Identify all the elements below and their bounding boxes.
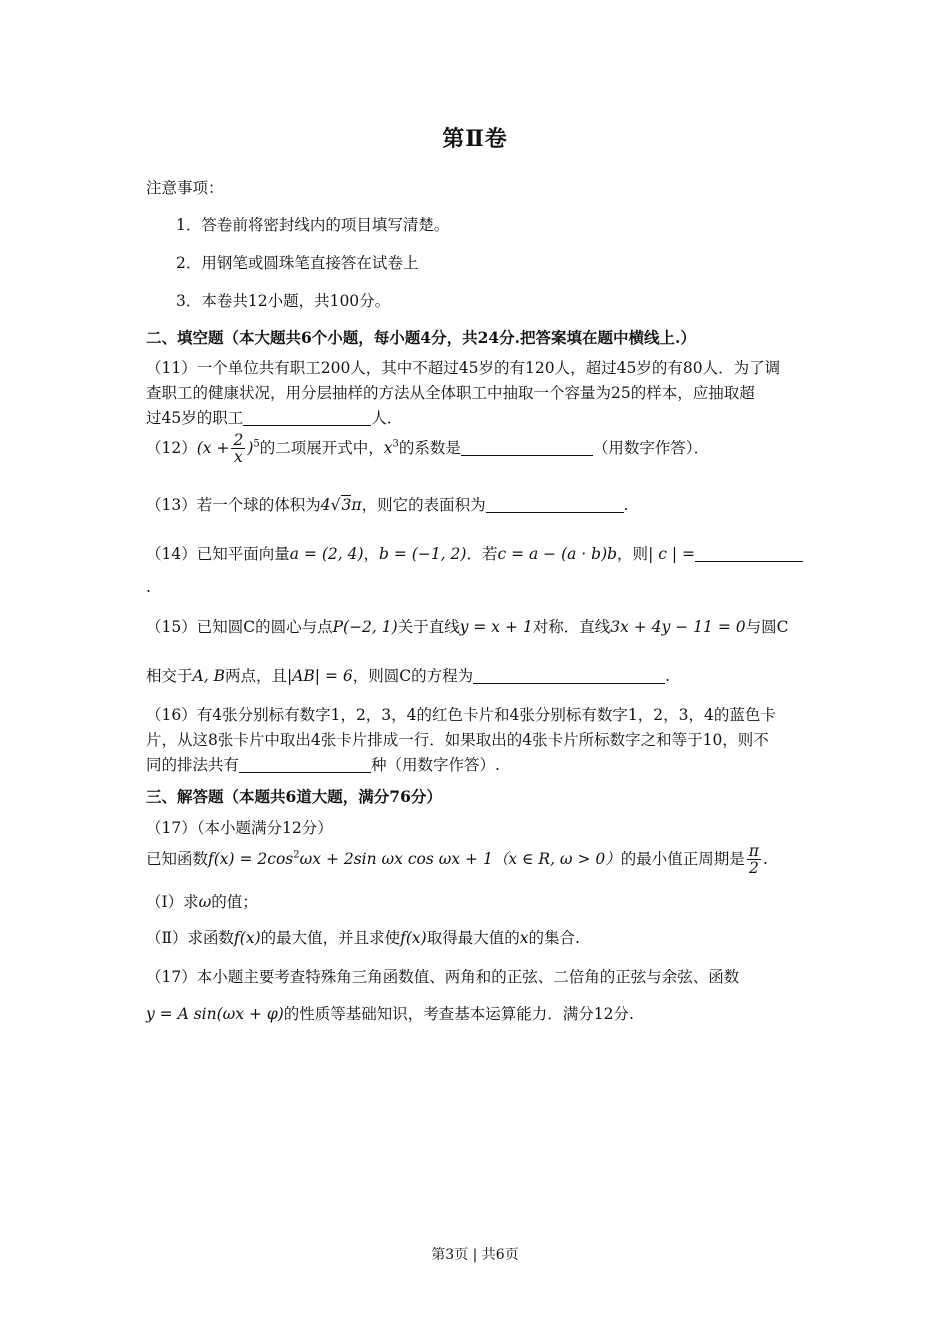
q14-text-1: （14）已知平面向量 [146,545,290,563]
q17-statement [146,843,811,877]
q17-text-2: 的最小值正周期是 [620,849,745,868]
q14-comma: ， [363,545,380,563]
q12-exponent: 5 [253,438,260,450]
q14-answer-blank[interactable] [695,545,803,562]
q16-answer-blank[interactable] [239,756,371,773]
q15-abs-ab: |AB| = 6 [286,667,353,685]
q17-part-2 [146,926,811,948]
q15-text-8: . [665,667,671,685]
q11-unit: 人． [371,409,403,427]
q13-line: （13）若一个球的体积为4√3π，则它的表面积为 . [146,496,629,514]
q12-line [146,432,811,466]
q17-fraction-num: π [748,842,759,860]
q15-text-4: 与圆C [745,618,789,636]
q17-note-line-1: （17）本小题主要考查特殊角三角函数值、两角和的正弦、二倍角的正弦与余弦、函数 [146,968,740,986]
q11-line-2: 查职工的健康状况，用分层抽样的方法从全体职工中抽取一个容量为25的样本，应抽取超 [146,384,755,402]
q13-radicand: 3 [341,496,352,514]
q17-p1-text-a: （Ⅰ）求 [146,893,199,911]
q12-fraction-den: x [234,448,243,467]
q16-line-1: （16）有4张分别标有数字1，2，3，4的红色卡片和4张分别标有数字1，2，3，4的蓝色卡 [146,706,776,724]
q17-func-rest: ωx + 2sin ωx cos ωx + 1 [299,849,493,868]
q15-text-2: 关于直线 [397,618,460,636]
q17-note-text: 的性质等基础知识，考查基本运算能力．满分12分. [283,1005,634,1023]
q17-fx-2: f(x) [400,929,427,947]
q15-line-1 [146,615,811,637]
q12-answer-blank[interactable] [461,439,593,456]
q17-period-fraction [747,843,761,877]
q15-line2-eq: 3x + 4y − 11 = 0 [610,618,746,636]
page-footer: 第3页 | 共6页 [431,1247,519,1263]
q13-text-2: ，则它的表面积为 [361,496,486,514]
q14-vector-a: a = (2, 4) [289,545,364,563]
q17-p2-text-d: 的集合. [528,929,580,947]
q17-fraction-den: 2 [748,859,759,878]
q15-line-2 [146,664,811,686]
q17-dot: . [762,849,768,868]
section2-heading: 二、填空题（本大题共6个小题，每小题4分，共24分.把答案填在题中横线上.） [146,328,696,347]
q13-pi: π [351,496,362,514]
q12-label: （12） [146,438,197,457]
q17-text-1: 已知函数 [146,849,209,868]
q14-text-2: ．若 [466,545,498,563]
notice-item-1: 1．答卷前将密封线内的项目填写清楚。 [176,216,450,234]
q13-answer-blank[interactable] [486,496,624,513]
q11-text: 过45岁的职工 [146,409,244,427]
q12-expr-open: (x + [196,438,230,457]
q17-part-1 [146,890,811,912]
q17-p2-text-c: 取得最大值的 [426,929,520,947]
q16-line-2: 片，从这8张卡片中取出4张卡片排成一行．如果取出的4张卡片所标数字之和等于10，则不 [146,731,769,749]
q17-cos-exponent: 2 [293,849,300,861]
q13-coef: 4 [320,496,331,514]
q17-x: x [519,929,529,947]
q17-note-expr: y = A sin(ωx + φ) [146,1005,284,1023]
section3-heading: 三、解答题（本题共6道大题，满分76分） [146,787,442,806]
q13-text-3: . [623,496,629,514]
q17-label: （17）（本小题满分12分） [146,819,333,837]
q11-answer-blank[interactable] [243,409,371,426]
q15-text-1: （15）已知圆C的圆心与点 [146,618,333,636]
notice-heading: 注意事项： [146,179,224,197]
q12-x: x [383,438,393,457]
notice-item-3: 3．本卷共12小题，共100分。 [176,292,391,310]
q15-points-ab: A, B [192,667,225,685]
notice-item-2: 2．用钢笔或圆珠笔直接答在试卷上 [176,254,419,272]
q16-text: 同的排法共有 [146,756,240,774]
q17-omega: ω [198,893,212,911]
q16-line-3 [146,753,811,775]
q17-fx: f(x) [234,929,261,947]
q15-text-6: 两点，且 [224,667,287,685]
q17-p2-text-b: 的最大值，并且求使 [260,929,401,947]
q14-line [146,542,811,564]
q12-text-2: 的系数是 [398,438,461,457]
q17-note-line-2 [146,1002,811,1024]
q15-answer-blank[interactable] [473,667,665,684]
q11-line-3 [146,406,811,428]
q11-line-1: （11）一个单位共有职工200人，其中不超过45岁的有120人，超过45岁的有80人．为了调 [146,359,781,377]
q12-text-3: （用数字作答）． [592,438,710,457]
q14-trailing-dot: . [146,578,151,596]
q16-unit: 种（用数字作答）. [371,756,500,774]
q12-text-1: 的二项展开式中， [259,438,384,457]
q15-line-eq: y = x + 1 [459,618,533,636]
q12-x-exponent: 3 [392,438,399,450]
q17-condition: （x ∈ R, ω > 0） [492,849,621,868]
q14-abs-c: | c | = [648,545,695,563]
page-title: 第Ⅱ卷 [442,126,508,152]
q13-text-1: （13）若一个球的体积为 [146,496,321,514]
q14-text-3: ，则 [617,545,649,563]
q17-p2-text-a: （Ⅱ）求函数 [146,929,235,947]
q17-p1-text-b: 的值； [211,893,258,911]
q17-func: f(x) = 2cos [208,849,294,868]
q14-vector-b: b = (−1, 2) [379,545,467,563]
q15-text-7: ，则圆C的方程为 [352,667,474,685]
q15-text-5: 相交于 [146,667,193,685]
q12-fraction [231,432,245,466]
q12-expr-close: ) [247,438,254,457]
q14-vector-c: c = a − (a · b)b [497,545,618,563]
q15-text-3: 对称．直线 [532,618,611,636]
q12-fraction-num: 2 [233,431,244,449]
q15-point-p: P(−2, 1) [332,618,398,636]
